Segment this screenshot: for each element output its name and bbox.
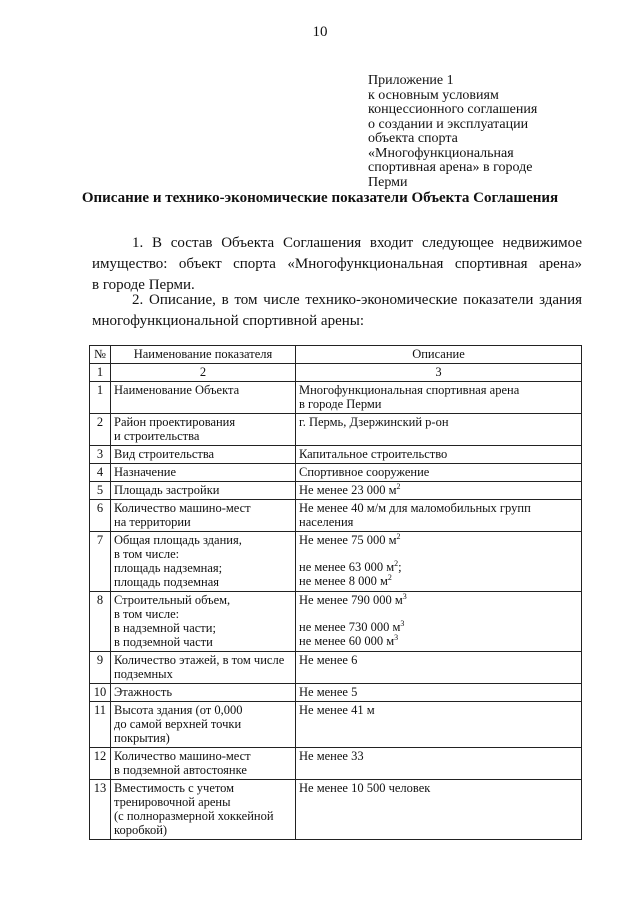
indicator-name-line: тренировочной арены <box>114 795 231 809</box>
indicator-name-line: Общая площадь здания, <box>114 533 242 547</box>
table-row <box>90 702 582 748</box>
row-number: 12 <box>90 748 111 780</box>
description-suffix: ; <box>398 560 402 574</box>
description-text: Капитальное строительство <box>299 447 448 461</box>
table-body <box>90 382 582 840</box>
unit-exponent: 2 <box>394 558 399 568</box>
row-number: 7 <box>90 532 111 592</box>
indicator-name-line: в том числе: <box>114 547 180 561</box>
indicator-name-line: площадь подземная <box>114 575 220 589</box>
table-row <box>90 414 582 446</box>
description-text: г. Пермь, Дзержинский р-он <box>299 415 449 429</box>
description-text: Не менее 10 500 человек <box>299 781 431 795</box>
table-row <box>90 532 582 592</box>
indicator-name-line: и строительства <box>114 429 200 443</box>
indicator-description <box>296 382 582 414</box>
indicator-name <box>111 500 296 532</box>
appendix-line: Приложение 1 <box>368 73 454 88</box>
indicator-name-line: (с полноразмерной хоккейной <box>114 809 274 823</box>
appendix-line: спортивная арена» в городе <box>368 160 533 175</box>
table-row <box>90 382 582 414</box>
indicator-name-line: Строительный объем, <box>114 593 231 607</box>
indicator-name <box>111 748 296 780</box>
indicator-name-line: подземных <box>114 667 173 681</box>
paragraph-line: имущество: объект спорта «Многофункциональная спортивная арена» <box>92 256 582 272</box>
appendix-line: концессионного соглашения <box>368 102 538 117</box>
indicator-name-line: Количество этажей, в том числе <box>114 653 285 667</box>
table-row <box>90 684 582 702</box>
row-number: 5 <box>90 482 111 500</box>
description-text: Не менее 790 000 м <box>299 593 403 607</box>
indicator-name <box>111 446 296 464</box>
indicator-name-line: на территории <box>114 515 191 529</box>
indicator-name <box>111 592 296 652</box>
page-number: 10 <box>312 24 328 40</box>
paragraph-line: в городе Перми. <box>92 277 195 293</box>
paragraph-2 <box>92 290 582 332</box>
table-row <box>90 482 582 500</box>
unit-exponent: 3 <box>402 591 407 601</box>
indicator-name-line: в подземной автостоянке <box>114 763 247 777</box>
unit-exponent: 2 <box>387 572 392 582</box>
indicator-description <box>296 482 582 500</box>
row-number: 8 <box>90 592 111 652</box>
description-text: населения <box>299 515 354 529</box>
description-text: Не менее 5 <box>299 685 358 699</box>
indicator-name-line: Количество машино-мест <box>114 501 251 515</box>
row-number: 2 <box>90 414 111 446</box>
indicator-description <box>296 500 582 532</box>
table-row <box>90 592 582 652</box>
description-text: не менее 63 000 м <box>299 560 395 574</box>
indicator-description <box>296 464 582 482</box>
indicator-name <box>111 684 296 702</box>
indicator-name-line: Высота здания (от 0,000 <box>114 703 243 717</box>
appendix-line: к основным условиям <box>368 87 499 103</box>
indicator-name-line: Вместимость с учетом <box>114 781 235 795</box>
description-text: Не менее 6 <box>299 653 358 667</box>
column-header-name: Наименование показателя <box>111 346 296 364</box>
indicator-name-line: Площадь застройки <box>114 483 220 497</box>
table-row <box>90 652 582 684</box>
paragraph-line: многофункциональной спортивной арены: <box>92 313 365 329</box>
table-row <box>90 748 582 780</box>
indicator-name <box>111 780 296 840</box>
indicator-name-line: Вид строительства <box>114 447 215 461</box>
description-text: Не менее 41 м <box>299 703 375 717</box>
description-text: Не менее 33 <box>299 749 364 763</box>
row-number: 3 <box>90 446 111 464</box>
indicator-name-line: в подземной части <box>114 635 213 649</box>
column-number: 2 <box>111 364 296 382</box>
unit-exponent: 2 <box>396 531 401 541</box>
description-text: Спортивное сооружение <box>299 465 430 479</box>
document-title: Описание и технико-экономические показатели Объекта Соглашения <box>81 190 559 206</box>
column-header-description: Описание <box>296 346 582 364</box>
unit-exponent: 3 <box>400 618 405 628</box>
indicator-name-line: до самой верхней точки <box>114 717 242 731</box>
indicator-description <box>296 532 582 592</box>
unit-exponent: 3 <box>394 632 399 642</box>
description-text: не менее 8 000 м <box>299 574 388 588</box>
table-column-numbers-row <box>90 364 582 382</box>
indicator-description <box>296 684 582 702</box>
indicators-table <box>89 345 582 840</box>
paragraph-line: 2. Описание, в том числе технико-экономические показатели здания <box>132 292 582 308</box>
row-number: 4 <box>90 464 111 482</box>
indicator-name-line: Назначение <box>114 465 177 479</box>
indicator-name-line: коробкой) <box>114 823 168 837</box>
indicator-description <box>296 652 582 684</box>
indicator-name <box>111 652 296 684</box>
column-number: 1 <box>90 364 111 382</box>
indicator-description <box>296 748 582 780</box>
row-number: 1 <box>90 382 111 414</box>
row-number: 10 <box>90 684 111 702</box>
indicator-name-line: площадь надземная; <box>114 561 223 575</box>
paragraph-line: 1. В состав Объекта Соглашения входит следующее недвижимое <box>132 235 582 251</box>
row-number: 9 <box>90 652 111 684</box>
indicator-name-line: Район проектирования <box>114 415 236 429</box>
description-text: Многофункциональная спортивная арена <box>299 383 520 397</box>
indicator-description <box>296 702 582 748</box>
indicator-name-line: покрытия) <box>114 731 170 745</box>
indicator-name <box>111 532 296 592</box>
indicator-name-line: Этажность <box>114 685 173 699</box>
indicator-description <box>296 414 582 446</box>
indicator-name-line: в надземной части; <box>114 621 216 635</box>
indicator-name <box>111 482 296 500</box>
indicator-name <box>111 464 296 482</box>
table-row <box>90 500 582 532</box>
column-number: 3 <box>296 364 582 382</box>
appendix-line: «Многофункциональная <box>368 145 514 161</box>
row-number: 13 <box>90 780 111 840</box>
description-text: не менее 730 000 м <box>299 620 401 634</box>
paragraph-1 <box>92 233 582 296</box>
row-number: 6 <box>90 500 111 532</box>
indicator-name-line: Наименование Объекта <box>114 383 240 397</box>
description-text: в городе Перми <box>299 397 382 411</box>
indicator-name <box>111 382 296 414</box>
description-text: Не менее 40 м/м для маломобильных групп <box>299 501 531 515</box>
indicator-description <box>296 780 582 840</box>
table-header-row <box>90 346 582 364</box>
description-text: Не менее 23 000 м <box>299 483 397 497</box>
indicator-name <box>111 414 296 446</box>
table-row <box>90 464 582 482</box>
indicator-name-line: в том числе: <box>114 607 180 621</box>
table-row <box>90 780 582 840</box>
appendix-line: о создании и эксплуатации <box>368 116 529 132</box>
appendix-block <box>368 74 578 190</box>
description-text: не менее 60 000 м <box>299 634 395 648</box>
indicator-name <box>111 702 296 748</box>
description-text: Не менее 75 000 м <box>299 533 397 547</box>
table-row <box>90 446 582 464</box>
column-header-number: № <box>90 346 111 364</box>
indicator-description <box>296 592 582 652</box>
row-number: 11 <box>90 702 111 748</box>
indicator-name-line: Количество машино-мест <box>114 749 251 763</box>
unit-exponent: 2 <box>396 481 401 491</box>
indicator-description <box>296 446 582 464</box>
appendix-line: Перми <box>368 174 408 190</box>
appendix-line: объекта спорта <box>368 131 458 146</box>
